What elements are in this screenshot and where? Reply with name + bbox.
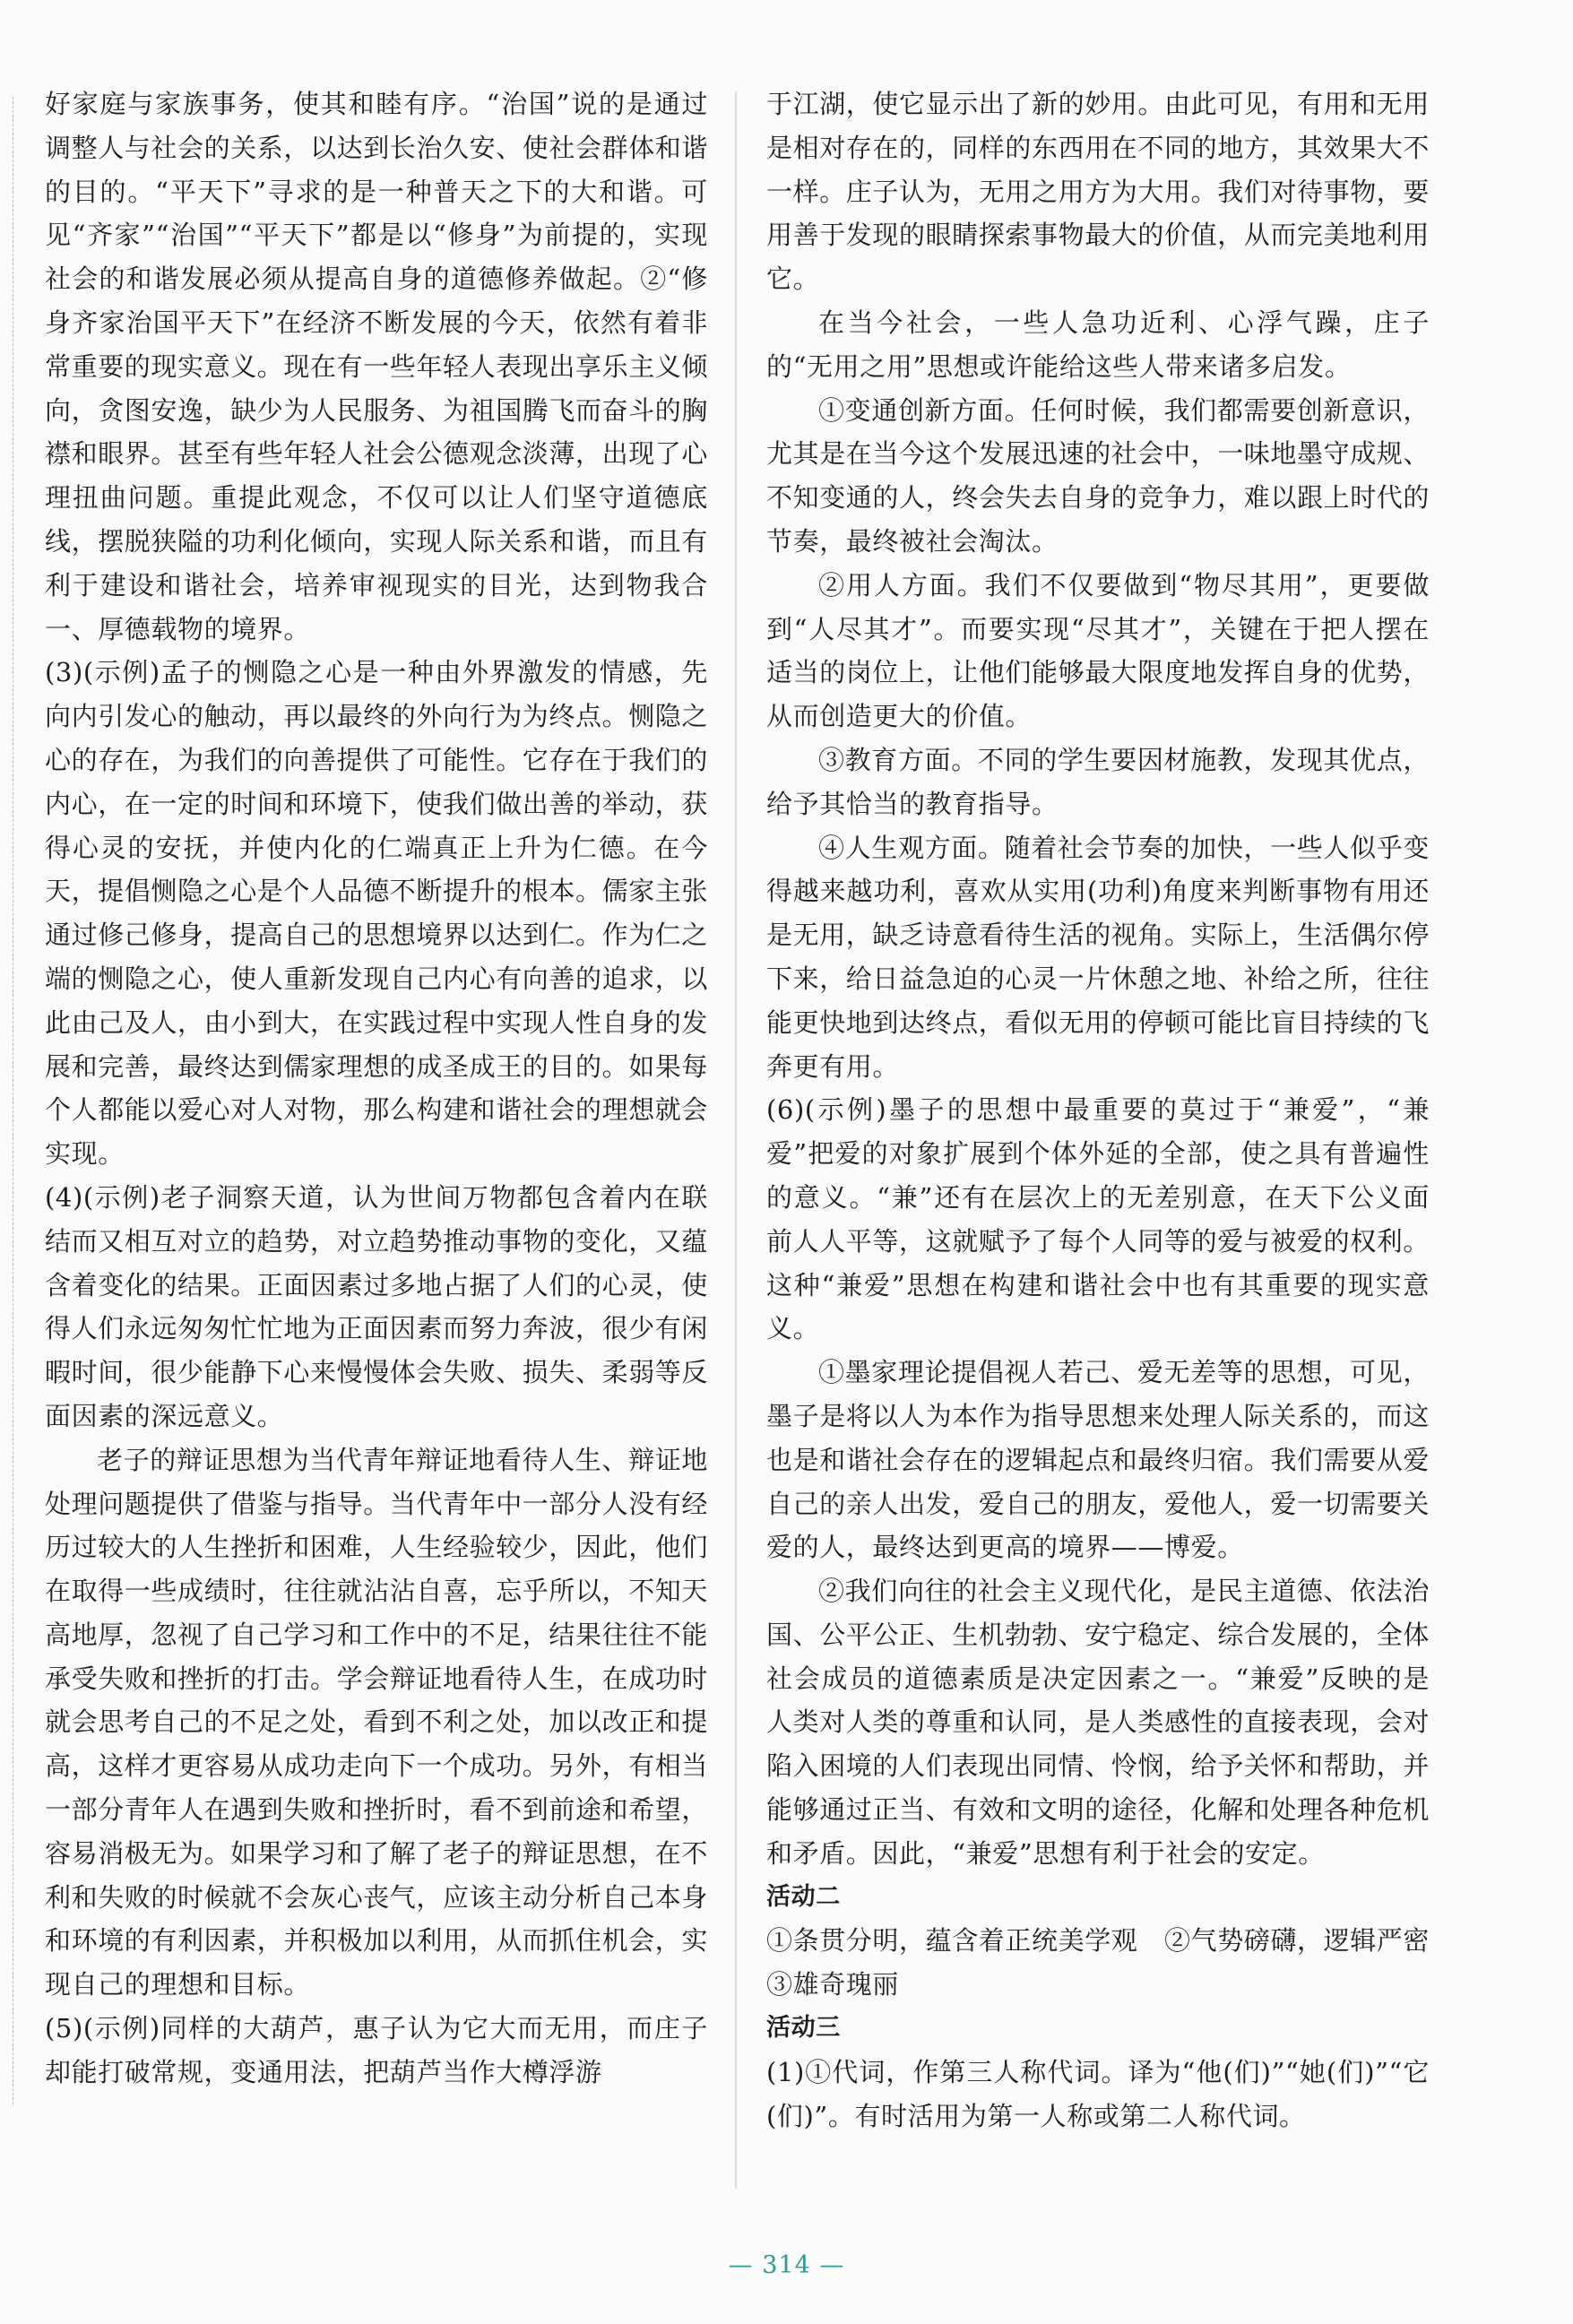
paragraph-socialist-modernization: ②我们向往的社会主义现代化，是民主道德、依法治国、公平公正、生机勃勃、安宁稳定、综合发展的，全体社会成员的道德素质是决定因素之一。“兼爱”反映的是人类对人类的尊重和认同，是人类感性的直接表现，会对陷入困境的人们表现出同情、怜悯，给予关怀和帮助，并能够通过正当、有效和文明的途径，化解和处理各种危机和矛盾。因此，“兼爱”思想有利于社会的安定。 bbox=[766, 1576, 1430, 1869]
paragraph-activity-three-answer: (1)①代词，作第三人称代词。译为“他(们)”“她(们)”“它(们)”。有时活用为第一人称或第二人称代词。 bbox=[766, 2056, 1430, 2131]
paragraph-example-5-zhuangzi: (5)(示例)同样的大葫芦，惠子认为它大而无用，而庄子却能打破常规，变通用法，把葫芦当作大樽浮游 bbox=[45, 2013, 708, 2087]
paragraph-talent-use: ②用人方面。我们不仅要做到“物尽其用”，更要做到“人尽其才”。而要实现“尽其才”，关键在于把人摆在适当的岗位上，让他们能够最大限度地发挥自身的优势，从而创造更大的价值。 bbox=[766, 569, 1430, 732]
paragraph-laozi-dialectics: 老子的辩证思想为当代青年辩证地看待人生、辩证地处理问题提供了借鉴与指导。当代青年中一部分人没有经历过较大的人生挫折和困难，人生经验较少，因此，他们在取得一些成绩时，往往就沾沾自喜，忘乎所以，不知天高地厚，忽视了自己学习和工作中的不足，结果往往不能承受失败和挫折的打击。学会辩证地看待人生，在成功时就会思考自己的不足之处，看到不利之处，加以改正和提高，这样才更容易从成功走向下一个成功。另外，有相当一部分青年人在遇到失败和挫折时，看不到前途和希望，容易消极无为。如果学习和了解了老子的辩证思想，在不利和失败的时候就不会灰心丧气，应该主动分析自己本身和环境的有利因素，并积极加以利用，从而抓住机会，实现自己的理想和目标。 bbox=[45, 1444, 709, 2000]
paragraph-self-cultivation: 好家庭与家族事务，使其和睦有序。“治国”说的是通过调整人与社会的关系，以达到长治久安、使社会群体和谐的目的。“平天下”寻求的是一种普天之下的大和谐。可见“齐家”“治国”“平天下”都是以“修身”为前提的，实现社会的和谐发展必须从提高自身的道德修养做起。②“修身齐家治国平天下”在经济不断发展的今天，依然有着非常重要的现实意义。现在有一些年轻人表现出享乐主义倾向，贪图安逸，缺少为人民服务、为祖国腾飞而奋斗的胸襟和眼界。甚至有些年轻人社会公德观念淡薄，出现了心理扭曲问题。重提此观念，不仅可以让人们坚守道德底线，摆脱狭隘的功利化倾向，实现人际关系和谐，而且有利于建设和谐社会，培养审视现实的目光，达到物我合一、厚德载物的境界。 bbox=[45, 89, 709, 644]
heading-activity-three: 活动三 bbox=[766, 2014, 841, 2043]
page-number: — 314 — bbox=[728, 2251, 845, 2279]
paragraph-example-3-mencius: (3)(示例)孟子的恻隐之心是一种由外界激发的情感，先向内引发心的触动，再以最终的外向行为为终点。恻隐之心的存在，为我们的向善提供了可能性。它存在于我们的内心，在一定的时间和环境下，使我们做出善的举动，获得心灵的安抚，并使内化的仁端真正上升为仁德。在今天，提倡恻隐之心是个人品德不断提升的根本。儒家主张通过修己修身，提高自己的思想境界以达到仁。作为仁之端的恻隐之心，使人重新发现自己内心有向善的追求，以此由己及人，由小到大，在实践过程中实现人性自身的发展和完善，最终达到儒家理想的成圣成王的目的。如果每个人都能以爱心对人对物，那么构建和谐社会的理想就会实现。 bbox=[45, 657, 709, 1170]
paragraph-useless-use: 在当今社会，一些人急功近利、心浮气躁，庄子的“无用之用”思想或许能给这些人带来诸多启发。 bbox=[766, 307, 1430, 382]
paragraph-example-6-mozi: (6)(示例)墨子的思想中最重要的莫过于“兼爱”，“兼爱”把爱的对象扩展到个体外延的全部，使之具有普遍性的意义。“兼”还有在层次上的无差别意，在天下公义面前人人平等，这就赋予了每个人同等的爱与被爱的权利。这种“兼爱”思想在构建和谐社会中也有其重要的现实意义。 bbox=[766, 1094, 1430, 1344]
right-column bbox=[766, 82, 1456, 2138]
left-column bbox=[45, 82, 708, 2095]
paragraph-example-4-laozi: (4)(示例)老子洞察天道，认为世间万物都包含着内在联结而又相互对立的趋势，对立趋势推动事物的变化，又蕴含着变化的结果。正面因素过多地占据了人们的心灵，使得人们永远匆匆忙忙地为正面因素而努力奔波，很少有闲暇时间，很少能静下心来慢慢体会失败、损失、柔弱等反面因素的深远意义。 bbox=[45, 1181, 709, 1431]
heading-activity-two: 活动二 bbox=[766, 1882, 841, 1911]
paragraph-mohist-theory: ①墨家理论提倡视人若己、爱无差等的思想，可见，墨子是将以人为本作为指导思想来处理人际关系的，而这也是和谐社会存在的逻辑起点和最终归宿。我们需要从爱自己的亲人出发，爱自己的朋友，爱他人，爱一切需要关爱的人，最终达到更高的境界——博爱。 bbox=[766, 1357, 1430, 1563]
paragraph-education: ③教育方面。不同的学生要因材施教，发现其优点，给予其恰当的教育指导。 bbox=[766, 744, 1430, 819]
column-divider bbox=[735, 91, 737, 2189]
paragraph-zhuangzi-continued: 于江湖，使它显示出了新的妙用。由此可见，有用和无用是相对存在的，同样的东西用在不同的地方，其效果大不一样。庄子认为，无用之用方为大用。我们对待事物，要用善于发现的眼睛探索事物最大的价值，从而完美地利用它。 bbox=[766, 89, 1430, 295]
paragraph-life-view: ④人生观方面。随着社会节奏的加快，一些人似乎变得越来越功利，喜欢从实用(功利)角度来判断事物有用还是无用，缺乏诗意看待生活的视角。实际上，生活偶尔停下来，给日益急迫的心灵一片休憩之地、补给之所，往往能更快地到达终点，看似无用的停顿可能比盲目持续的飞奔更有用。 bbox=[766, 832, 1430, 1082]
paragraph-activity-two-answers: ①条贯分明，蕴含着正统美学观 ②气势磅礴，逻辑严密 ③雄奇瑰丽 bbox=[766, 1925, 1456, 2000]
paragraph-innovation: ①变通创新方面。任何时候，我们都需要创新意识，尤其是在当今这个发展迅速的社会中，一味地墨守成规、不知变通的人，终会失去自身的竞争力，难以跟上时代的节奏，最终被社会淘汰。 bbox=[766, 394, 1430, 557]
